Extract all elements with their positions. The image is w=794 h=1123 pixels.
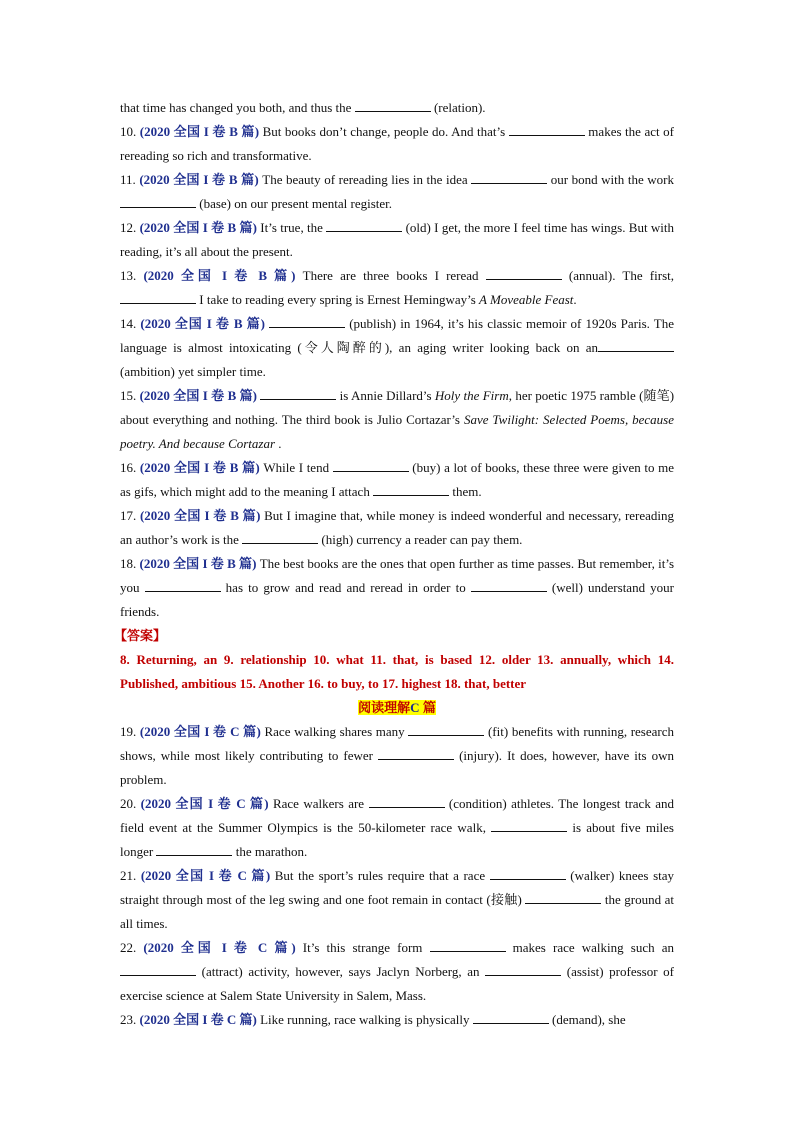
answer-blank[interactable] — [509, 122, 585, 136]
answer-blank[interactable] — [156, 842, 232, 856]
answer-blank[interactable] — [491, 818, 567, 832]
answer-blank[interactable] — [120, 962, 196, 976]
answer-blank[interactable] — [269, 314, 345, 328]
item-19: 19. (2020 全国 I 卷 C 篇) Race walking shares many (fit) benefits with running, research shows, while most likely contributing to fewer (injury). It does, however, have its own problem. — [120, 724, 675, 787]
answer-blank[interactable] — [326, 218, 402, 232]
answer-blank[interactable] — [242, 530, 318, 544]
answer-blank[interactable] — [430, 938, 506, 952]
answer-blank[interactable] — [473, 1010, 549, 1024]
answer-blank[interactable] — [355, 98, 431, 112]
answer-blank[interactable] — [471, 170, 547, 184]
answer-blank[interactable] — [120, 194, 196, 208]
answer-blank[interactable] — [120, 290, 196, 304]
item-18: 18. (2020 全国 I 卷 B 篇) The best books are the ones that open further as time passes. But remember, it’s you has to grow and read and reread in order to (well) understand your friends. — [120, 556, 674, 619]
answer-blank[interactable] — [373, 482, 449, 496]
answer-blank[interactable] — [369, 794, 445, 808]
item-13: 13. (2020 全国 I 卷 B 篇) There are three books I reread (annual). The first, I take to reading every spring is Ernest Hemingway’s A Moveable Feast. — [120, 268, 675, 307]
answer-blank[interactable] — [260, 386, 336, 400]
answer-blank[interactable] — [525, 890, 601, 904]
answer-blank[interactable] — [333, 458, 409, 472]
answer-blank[interactable] — [485, 962, 561, 976]
item-9-continuation: that time has changed you both, and thus the (relation). — [120, 100, 486, 115]
answer-blank[interactable] — [486, 266, 562, 280]
answer-blank[interactable] — [471, 578, 547, 592]
item-11: 11. (2020 全国 I 卷 B 篇) The beauty of rereading lies in the idea our bond with the work (base) on our present mental register. — [120, 172, 674, 211]
answer-blank[interactable] — [145, 578, 221, 592]
answer-blank[interactable] — [408, 722, 484, 736]
answer-blank[interactable] — [598, 338, 674, 352]
section-heading-c: 阅读理解C 篇 — [358, 700, 436, 715]
item-14: 14. (2020 全国 I 卷 B 篇) (publish) in 1964, it’s his classic memoir of 1920s Paris. The language is almost intoxicating (令人陶醉的), an aging writer looking back on an (ambition) yet simpler time. — [120, 316, 675, 379]
item-21: 21. (2020 全国 I 卷 C 篇) But the sport’s rules require that a race (walker) knees stay straight through most of the leg swing and one foot remain in contact (接触) the ground at all times. — [120, 868, 675, 931]
item-12: 12. (2020 全国 I 卷 B 篇) It’s true, the (old) I get, the more I feel time has wings. But with reading, it’s all about the present. — [120, 220, 674, 259]
answer-text: 8. Returning, an 9. relationship 10. what 11. that, is based 12. older 13. annually, which 14. Published, ambitious 15. Another 16. to buy, to 17. highest 18. that, better — [120, 652, 674, 691]
item-22: 22. (2020 全国 I 卷 C 篇) It’s this strange form makes race walking such an (attract) activity, however, says Jaclyn Norberg, an (assist) professor of exercise science at Salem State University in Salem, Mass. — [120, 940, 675, 1003]
item-23: 23. (2020 全国 I 卷 C 篇) Like running, race walking is physically (demand), she — [120, 1012, 626, 1027]
item-15: 15. (2020 全国 I 卷 B 篇) is Annie Dillard’s Holy the Firm, her poetic 1975 ramble (随笔) about everything and nothing. The third book is Julio Cortazar’s Save Twilight: Selected Poems, because poetry. And because Cortazar . — [120, 388, 675, 451]
item-17: 17. (2020 全国 I 卷 B 篇) But I imagine that, while money is indeed wonderful and necessary, rereading an author’s work is the (high) currency a reader can pay them. — [120, 508, 675, 547]
answer-blank[interactable] — [378, 746, 454, 760]
item-16: 16. (2020 全国 I 卷 B 篇) While I tend (buy) a lot of books, these three were given to me as gifs, which might add to the meaning I attach them. — [120, 460, 675, 499]
answer-blank[interactable] — [490, 866, 566, 880]
answer-heading: 【答案】 — [114, 628, 167, 643]
item-10: 10. (2020 全国 I 卷 B 篇) But books don’t change, people do. And that’s makes the act of rereading so rich and transformative. — [120, 124, 674, 163]
item-20: 20. (2020 全国 I 卷 C 篇) Race walkers are (condition) athletes. The longest track and field event at the Summer Olympics is the 50-kilometer race walk, is about five miles longer the marathon. — [120, 796, 675, 859]
document-page — [114, 96, 675, 1032]
